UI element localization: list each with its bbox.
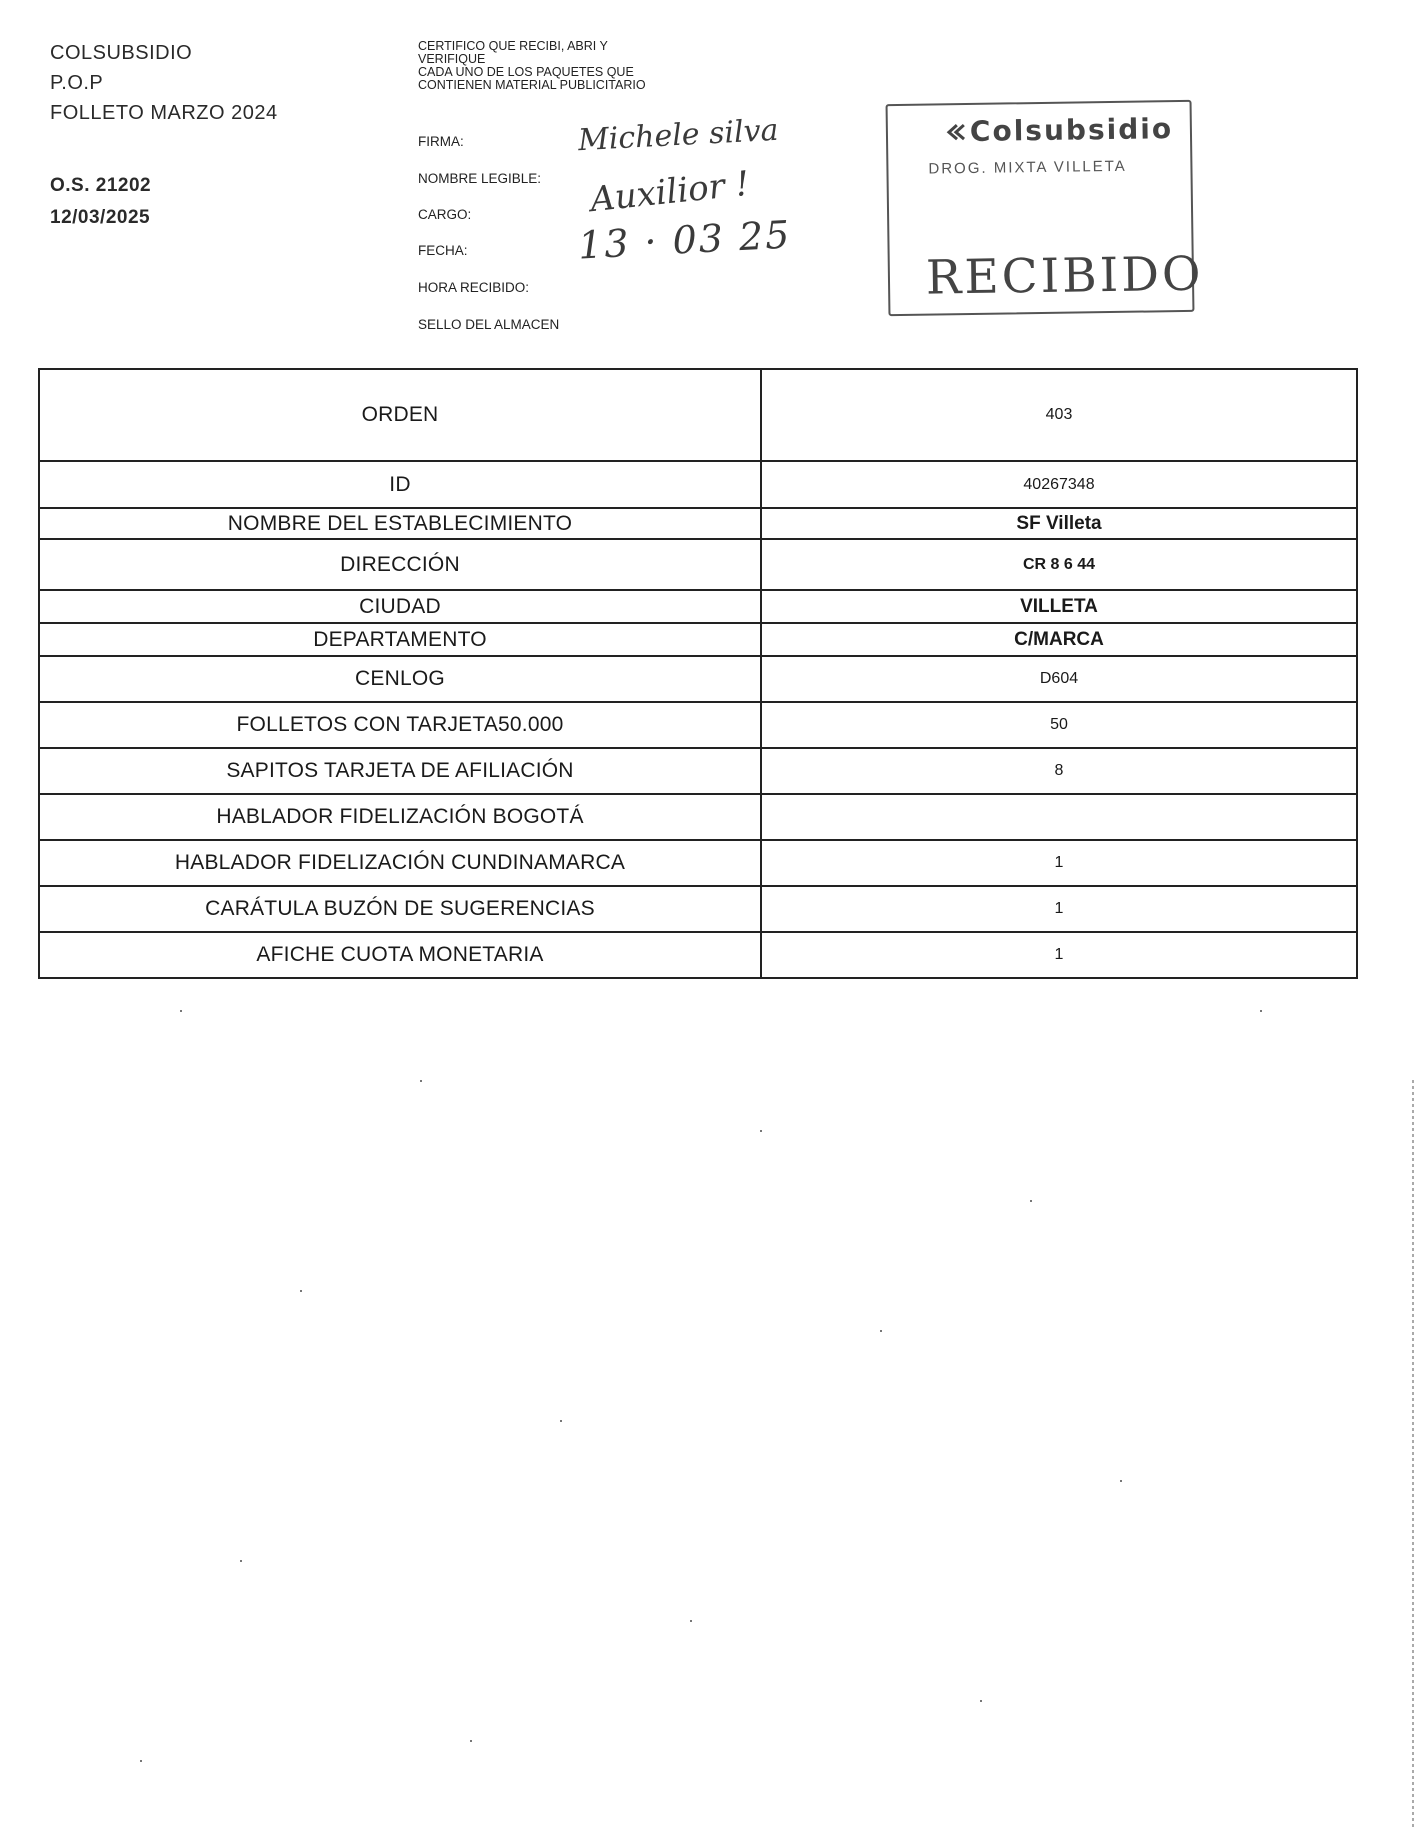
row-value: 40267348: [761, 461, 1357, 508]
cargo-handwritten: Auxilior !: [588, 163, 752, 221]
firma-signature: Michele silva: [577, 112, 780, 159]
certification-text: [418, 40, 718, 92]
table-row: [39, 748, 1357, 794]
cert-line-3: CADA UNO DE LOS PAQUETES QUE: [418, 65, 634, 79]
fecha-label: FECHA:: [418, 243, 468, 258]
row-value: CR 8 6 44: [761, 539, 1357, 590]
row-value: 403: [761, 369, 1357, 461]
table-row: [39, 539, 1357, 590]
row-value: 1: [761, 886, 1357, 932]
document-date: 12/03/2025: [50, 207, 151, 228]
table-row: [39, 461, 1357, 508]
header-line-pop: P.O.P: [50, 72, 104, 94]
row-label: CARÁTULA BUZÓN DE SUGERENCIAS: [39, 886, 761, 932]
row-value: C/MARCA: [761, 623, 1357, 656]
row-value: D604: [761, 656, 1357, 702]
document-header: [50, 38, 278, 234]
cert-line-1: CERTIFICO QUE RECIBI, ABRI Y: [418, 39, 608, 53]
row-label: SAPITOS TARJETA DE AFILIACIÓN: [39, 748, 761, 794]
row-label: ID: [39, 461, 761, 508]
hora-recibido-label: HORA RECIBIDO:: [418, 280, 530, 295]
table-row: [39, 886, 1357, 932]
colsubsidio-logo-icon: [945, 123, 967, 141]
table-row: [39, 656, 1357, 702]
row-value: 8: [761, 748, 1357, 794]
fecha-handwritten: 13 · 03 25: [576, 212, 793, 268]
scan-edge-artifact: [1412, 1080, 1414, 1830]
row-label: NOMBRE DEL ESTABLECIMIENTO: [39, 508, 761, 539]
table-row: [39, 794, 1357, 840]
stamp-brand: Colsubsidio: [969, 112, 1174, 148]
table-row: [39, 590, 1357, 623]
sello-almacen-label: SELLO DEL ALMACEN: [418, 317, 560, 332]
row-value: 50: [761, 702, 1357, 748]
table-row: [39, 932, 1357, 978]
order-service-number: O.S. 21202: [50, 175, 152, 196]
stamp-subtitle: DROG. MIXTA VILLETA: [928, 157, 1127, 178]
table-row: [39, 702, 1357, 748]
company-name: COLSUBSIDIO: [50, 42, 193, 64]
row-value: [761, 794, 1357, 840]
row-label: DIRECCIÓN: [39, 539, 761, 590]
header-line-folleto: FOLLETO MARZO 2024: [50, 102, 278, 124]
table-row: [39, 369, 1357, 461]
delivery-table: [38, 368, 1358, 979]
table-row: [39, 623, 1357, 656]
row-value: 1: [761, 932, 1357, 978]
row-value: SF Villeta: [761, 508, 1357, 539]
cert-line-4: CONTIENEN MATERIAL PUBLICITARIO: [418, 78, 646, 92]
cert-line-2: VERIFIQUE: [418, 52, 486, 66]
row-label: CIUDAD: [39, 590, 761, 623]
stamp-status: RECIBIDO: [925, 246, 1204, 306]
row-label: CENLOG: [39, 656, 761, 702]
table-row: [39, 508, 1357, 539]
row-label: FOLLETOS CON TARJETA50.000: [39, 702, 761, 748]
row-label: DEPARTAMENTO: [39, 623, 761, 656]
row-value: VILLETA: [761, 590, 1357, 623]
row-label: AFICHE CUOTA MONETARIA: [39, 932, 761, 978]
nombre-legible-label: NOMBRE LEGIBLE:: [418, 171, 542, 186]
row-label: HABLADOR FIDELIZACIÓN CUNDINAMARCA: [39, 840, 761, 886]
firma-label: FIRMA:: [418, 134, 464, 149]
received-stamp: [886, 100, 1204, 316]
cargo-label: CARGO:: [418, 207, 472, 222]
row-label: HABLADOR FIDELIZACIÓN BOGOTÁ: [39, 794, 761, 840]
table-row: [39, 840, 1357, 886]
row-value: 1: [761, 840, 1357, 886]
row-label: ORDEN: [39, 369, 761, 461]
